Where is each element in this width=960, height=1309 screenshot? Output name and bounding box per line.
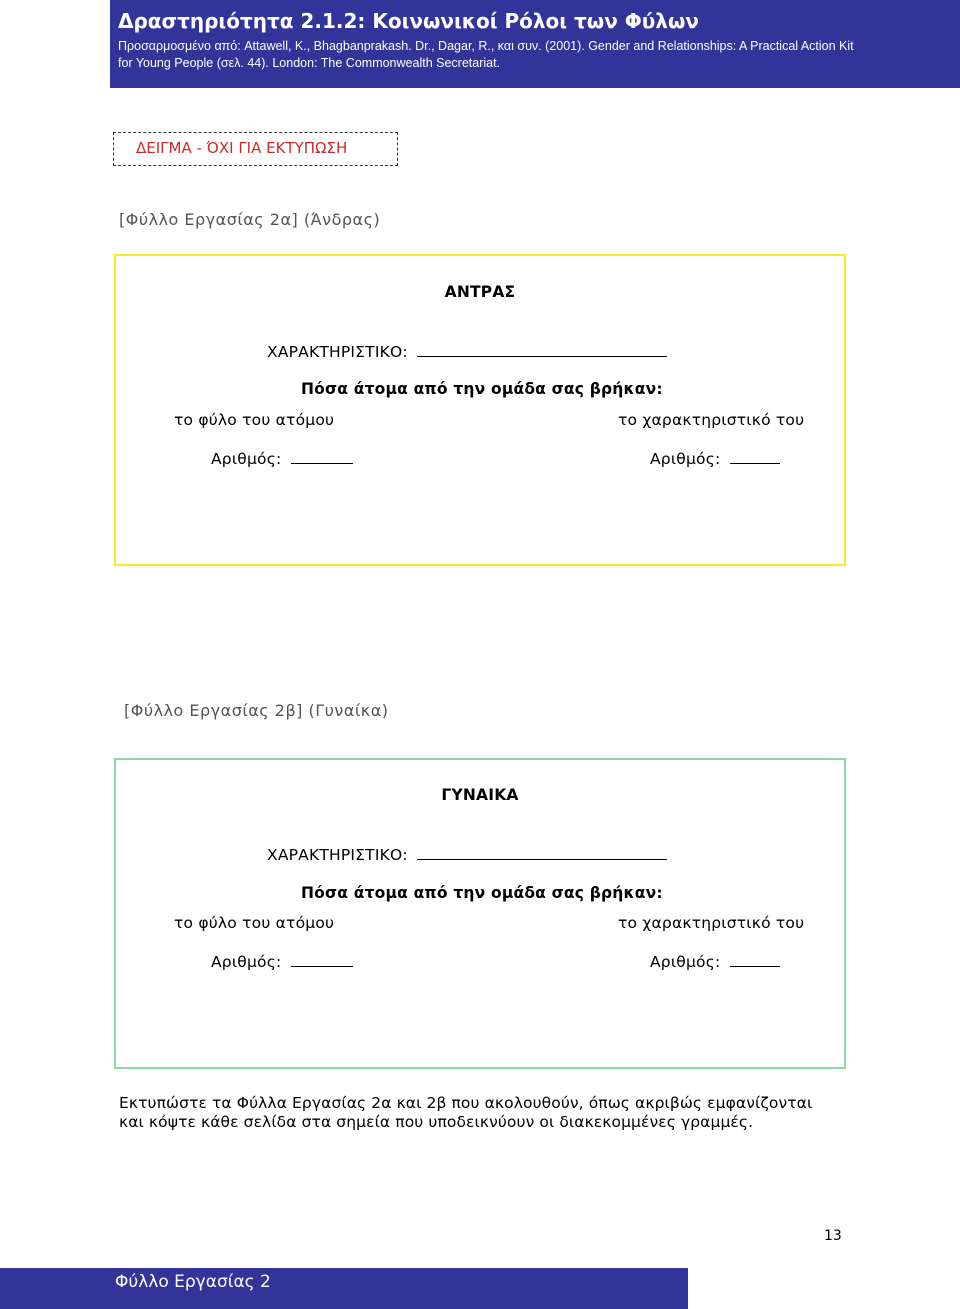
sheet-2b-right-column: το χαρακτηριστικό του [618, 914, 805, 932]
sheet-2a-question: Πόσα άτομα από την ομάδα σας βρήκαν: [301, 380, 663, 398]
number-label: Αριθμός: [650, 953, 721, 971]
count-blank-line [730, 965, 780, 967]
sheet-2a-left-column: το φύλο του ατόμου [174, 411, 335, 429]
sheet-2b-card [114, 758, 846, 1069]
sheet-2a-card [114, 254, 846, 566]
sheet-2b-count-right [650, 953, 780, 971]
sheet-2b-characteristic [267, 846, 667, 864]
number-label: Αριθμός: [211, 953, 282, 971]
sheet-2a-right-column: το χαρακτηριστικό του [618, 411, 805, 429]
sheet-2b-title: ΓΥΝΑΙΚΑ [441, 786, 519, 804]
footer-bar [0, 1268, 688, 1309]
header-banner [110, 0, 960, 88]
source-reference: Προσαρμοσμένο από: Attawell, K., Bhagbanprakash. Dr., Dagar, R., και συν. (2001). Gender and Relationships: A Practical Action Kit for Young People (σελ. 44). London: The Commonwealth Secretariat. [118, 39, 854, 70]
print-instructions: Εκτυπώστε τα Φύλλα Εργασίας 2α και 2β που ακολουθούν, όπως ακριβώς εμφανίζονται και κόψτε κάθε σελίδα στα σημεία που υποδεικνύουν οι διακεκομμένες γραμμές. [119, 1094, 813, 1131]
characteristic-label: ΧΑΡΑΚΤΗΡΙΣΤΙΚΟ: [267, 846, 408, 864]
sheet-2b-count-left [211, 953, 353, 971]
count-blank-line [291, 965, 353, 967]
sheet-2b-left-column: το φύλο του ατόμου [174, 914, 335, 932]
number-label: Αριθμός: [650, 450, 721, 468]
sample-watermark: ΔΕΙΓΜΑ - ΌΧΙ ΓΙΑ ΕΚΤΥΠΩΣΗ [113, 132, 398, 166]
footer-title: Φύλλο Εργασίας 2 [115, 1272, 271, 1292]
activity-title: Δραστηριότητα 2.1.2: Κοινωνικοί Ρόλοι των Φύλων [118, 9, 699, 33]
sheet-2a-characteristic [267, 343, 667, 361]
page-number: 13 [824, 1228, 842, 1244]
sheet-2b-label: [Φύλλο Εργασίας 2β] (Γυναίκα) [124, 701, 389, 720]
number-label: Αριθμός: [211, 450, 282, 468]
count-blank-line [730, 462, 780, 464]
sheet-2a-count-left [211, 450, 353, 468]
characteristic-blank-line [417, 355, 667, 357]
count-blank-line [291, 462, 353, 464]
sheet-2a-label: [Φύλλο Εργασίας 2α] (Άνδρας) [119, 210, 381, 229]
sheet-2a-count-right [650, 450, 780, 468]
characteristic-label: ΧΑΡΑΚΤΗΡΙΣΤΙΚΟ: [267, 343, 408, 361]
sheet-2a-title: ΑΝΤΡΑΣ [444, 283, 516, 301]
characteristic-blank-line [417, 858, 667, 860]
sheet-2b-question: Πόσα άτομα από την ομάδα σας βρήκαν: [301, 884, 663, 902]
